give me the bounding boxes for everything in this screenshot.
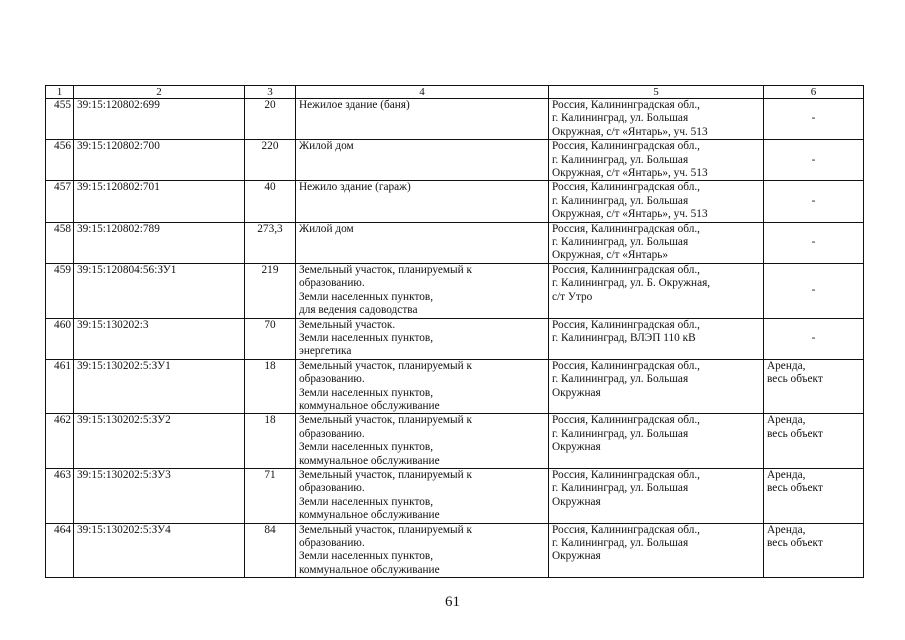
encumbrance	[764, 318, 864, 359]
object-address-line: Россия, Калининградская обл.,	[552, 318, 700, 331]
encumbrance-line: -	[811, 236, 816, 249]
row-number: 464	[46, 523, 74, 578]
area-value: 220	[245, 140, 296, 181]
cadastral-number: 39:15:130202:5:ЗУ4	[74, 523, 245, 578]
area-value: 20	[245, 99, 296, 140]
column-header-2: 2	[74, 86, 245, 99]
object-address-line: Россия, Калининградская обл.,	[552, 468, 700, 481]
encumbrance	[764, 359, 864, 414]
row-number: 459	[46, 263, 74, 318]
column-header-1: 1	[46, 86, 74, 99]
object-description	[296, 99, 549, 140]
object-address	[549, 414, 764, 469]
encumbrance	[764, 414, 864, 469]
object-address-line: Окружная	[552, 495, 601, 508]
object-description-line: Земельный участок, планируемый к	[299, 263, 472, 276]
object-description-line: Земельный участок, планируемый к	[299, 523, 472, 536]
object-description-line: Земли населенных пунктов,	[299, 495, 434, 508]
cadastral-number: 39:15:120802:789	[74, 222, 245, 263]
object-address-line: Россия, Калининградская обл.,	[552, 140, 700, 153]
encumbrance-line: Аренда,	[767, 523, 806, 536]
object-description-line: образованию.	[299, 427, 365, 440]
object-address	[549, 468, 764, 523]
object-address-line: г. Калининград, ул. Большая	[552, 537, 689, 549]
encumbrance-line: -	[811, 112, 816, 125]
object-address	[549, 222, 764, 263]
encumbrance	[764, 468, 864, 523]
object-address	[549, 99, 764, 140]
object-address	[549, 359, 764, 414]
object-description-line: Земельный участок, планируемый к	[299, 414, 472, 427]
encumbrance-line: -	[811, 331, 816, 344]
object-description-line: образованию.	[299, 277, 365, 290]
row-number: 461	[46, 359, 74, 414]
object-description-line: образованию.	[299, 537, 365, 549]
object-address-line: г. Калининград, ВЛЭП 110 кВ	[552, 331, 696, 344]
object-address	[549, 181, 764, 222]
cadastral-number: 39:15:120804:56:ЗУ1	[74, 263, 245, 318]
encumbrance-line: Аренда,	[767, 468, 806, 481]
object-address-line: г. Калининград, ул. Большая	[552, 373, 689, 386]
object-address-line: г. Калининград, ул. Большая	[552, 194, 689, 207]
object-address-line: Россия, Калининградская обл.,	[552, 263, 700, 276]
area-value: 18	[245, 414, 296, 469]
object-description	[296, 263, 549, 318]
object-description-line: Земельный участок, планируемый к	[299, 468, 472, 481]
registry-table	[45, 85, 864, 578]
area-value: 18	[245, 359, 296, 414]
object-description-line: коммунальное обслуживание	[299, 563, 440, 576]
object-address-line: Россия, Калининградская обл.,	[552, 523, 700, 536]
row-number: 455	[46, 99, 74, 140]
row-number: 457	[46, 181, 74, 222]
table-body	[46, 86, 864, 578]
object-address-line: г. Калининград, ул. Большая	[552, 153, 689, 166]
object-description-line: для ведения садоводства	[299, 304, 418, 317]
encumbrance	[764, 99, 864, 140]
object-description	[296, 181, 549, 222]
object-address-line: г. Калининград, ул. Б. Окружная,	[552, 277, 711, 290]
table-row	[46, 318, 864, 359]
cadastral-number: 39:15:130202:5:ЗУ3	[74, 468, 245, 523]
area-value: 219	[245, 263, 296, 318]
object-address-line: с/т Утро	[552, 290, 593, 303]
object-description	[296, 140, 549, 181]
object-description-line: Нежилое здание (баня)	[299, 99, 410, 111]
object-description	[296, 359, 549, 414]
object-address-line: Окружная, с/т «Янтарь», уч. 513	[552, 167, 708, 180]
object-description-line: энергетика	[299, 345, 352, 358]
table-row	[46, 414, 864, 469]
encumbrance-line: Аренда,	[767, 359, 806, 372]
object-description	[296, 414, 549, 469]
object-description	[296, 468, 549, 523]
column-header-3: 3	[245, 86, 296, 99]
table-row	[46, 263, 864, 318]
object-address	[549, 523, 764, 578]
encumbrance-line: весь объект	[767, 482, 823, 495]
object-description-line: образованию.	[299, 482, 365, 495]
object-address-line: г. Калининград, ул. Большая	[552, 236, 689, 249]
object-description-line: Земли населенных пунктов,	[299, 331, 434, 344]
area-value: 40	[245, 181, 296, 222]
object-address-line: Россия, Калининградская обл.,	[552, 414, 700, 427]
object-description-line: Жилой дом	[299, 140, 354, 153]
row-number: 463	[46, 468, 74, 523]
cadastral-number: 39:15:120802:699	[74, 99, 245, 140]
cadastral-number: 39:15:120802:700	[74, 140, 245, 181]
cadastral-number: 39:15:130202:5:ЗУ2	[74, 414, 245, 469]
table-row	[46, 359, 864, 414]
column-header-5: 5	[549, 86, 764, 99]
column-header-6: 6	[764, 86, 864, 99]
object-description-line: Земли населенных пунктов,	[299, 386, 434, 399]
encumbrance-line: -	[811, 194, 816, 207]
object-address-line: г. Калининград, ул. Большая	[552, 427, 689, 440]
object-address-line: Россия, Калининградская обл.,	[552, 99, 700, 111]
object-address-line: Россия, Калининградская обл.,	[552, 359, 700, 372]
object-address-line: Окружная	[552, 550, 601, 563]
object-address-line: Окружная	[552, 441, 601, 454]
encumbrance-line: Аренда,	[767, 414, 806, 427]
encumbrance-line: -	[811, 153, 816, 166]
object-description-line: Земли населенных пунктов,	[299, 550, 434, 563]
object-description-line: Нежило здание (гараж)	[299, 181, 411, 194]
object-description	[296, 222, 549, 263]
object-description-line: Земли населенных пунктов,	[299, 441, 434, 454]
encumbrance	[764, 523, 864, 578]
encumbrance-line: весь объект	[767, 373, 823, 386]
object-address-line: Окружная	[552, 386, 601, 399]
object-description-line: образованию.	[299, 373, 365, 386]
column-header-row	[46, 86, 864, 99]
cadastral-number: 39:15:130202:5:ЗУ1	[74, 359, 245, 414]
page-number: 61	[445, 594, 460, 610]
object-address-line: Россия, Калининградская обл.,	[552, 181, 700, 194]
area-value: 84	[245, 523, 296, 578]
encumbrance	[764, 222, 864, 263]
object-description	[296, 523, 549, 578]
object-description-line: Земельный участок.	[299, 318, 396, 331]
encumbrance-line: весь объект	[767, 427, 823, 440]
object-address-line: Окружная, с/т «Янтарь», уч. 513	[552, 208, 708, 221]
row-number: 456	[46, 140, 74, 181]
encumbrance	[764, 263, 864, 318]
row-number: 460	[46, 318, 74, 359]
row-number: 462	[46, 414, 74, 469]
table-row	[46, 181, 864, 222]
object-description-line: Жилой дом	[299, 222, 354, 235]
area-value: 71	[245, 468, 296, 523]
column-header-4: 4	[296, 86, 549, 99]
table-row	[46, 468, 864, 523]
encumbrance-line: -	[811, 283, 816, 296]
row-number: 458	[46, 222, 74, 263]
object-description-line: Земельный участок, планируемый к	[299, 359, 472, 372]
object-address	[549, 263, 764, 318]
object-address-line: г. Калининград, ул. Большая	[552, 482, 689, 495]
object-description-line: коммунальное обслуживание	[299, 509, 440, 522]
cadastral-number: 39:15:130202:3	[74, 318, 245, 359]
object-description-line: Земли населенных пунктов,	[299, 290, 434, 303]
encumbrance	[764, 140, 864, 181]
encumbrance	[764, 181, 864, 222]
table-row	[46, 523, 864, 578]
object-address	[549, 318, 764, 359]
area-value: 70	[245, 318, 296, 359]
object-address-line: Окружная, с/т «Янтарь»	[552, 249, 669, 262]
object-description	[296, 318, 549, 359]
object-address	[549, 140, 764, 181]
object-address-line: Россия, Калининградская обл.,	[552, 222, 700, 235]
object-description-line: коммунальное обслуживание	[299, 454, 440, 467]
object-address-line: Окружная, с/т «Янтарь», уч. 513	[552, 125, 708, 138]
object-description-line: коммунальное обслуживание	[299, 399, 440, 412]
table-row	[46, 99, 864, 140]
table-row	[46, 140, 864, 181]
table-row	[46, 222, 864, 263]
area-value: 273,3	[245, 222, 296, 263]
object-address-line: г. Калининград, ул. Большая	[552, 112, 689, 125]
encumbrance-line: весь объект	[767, 537, 823, 549]
cadastral-number: 39:15:120802:701	[74, 181, 245, 222]
